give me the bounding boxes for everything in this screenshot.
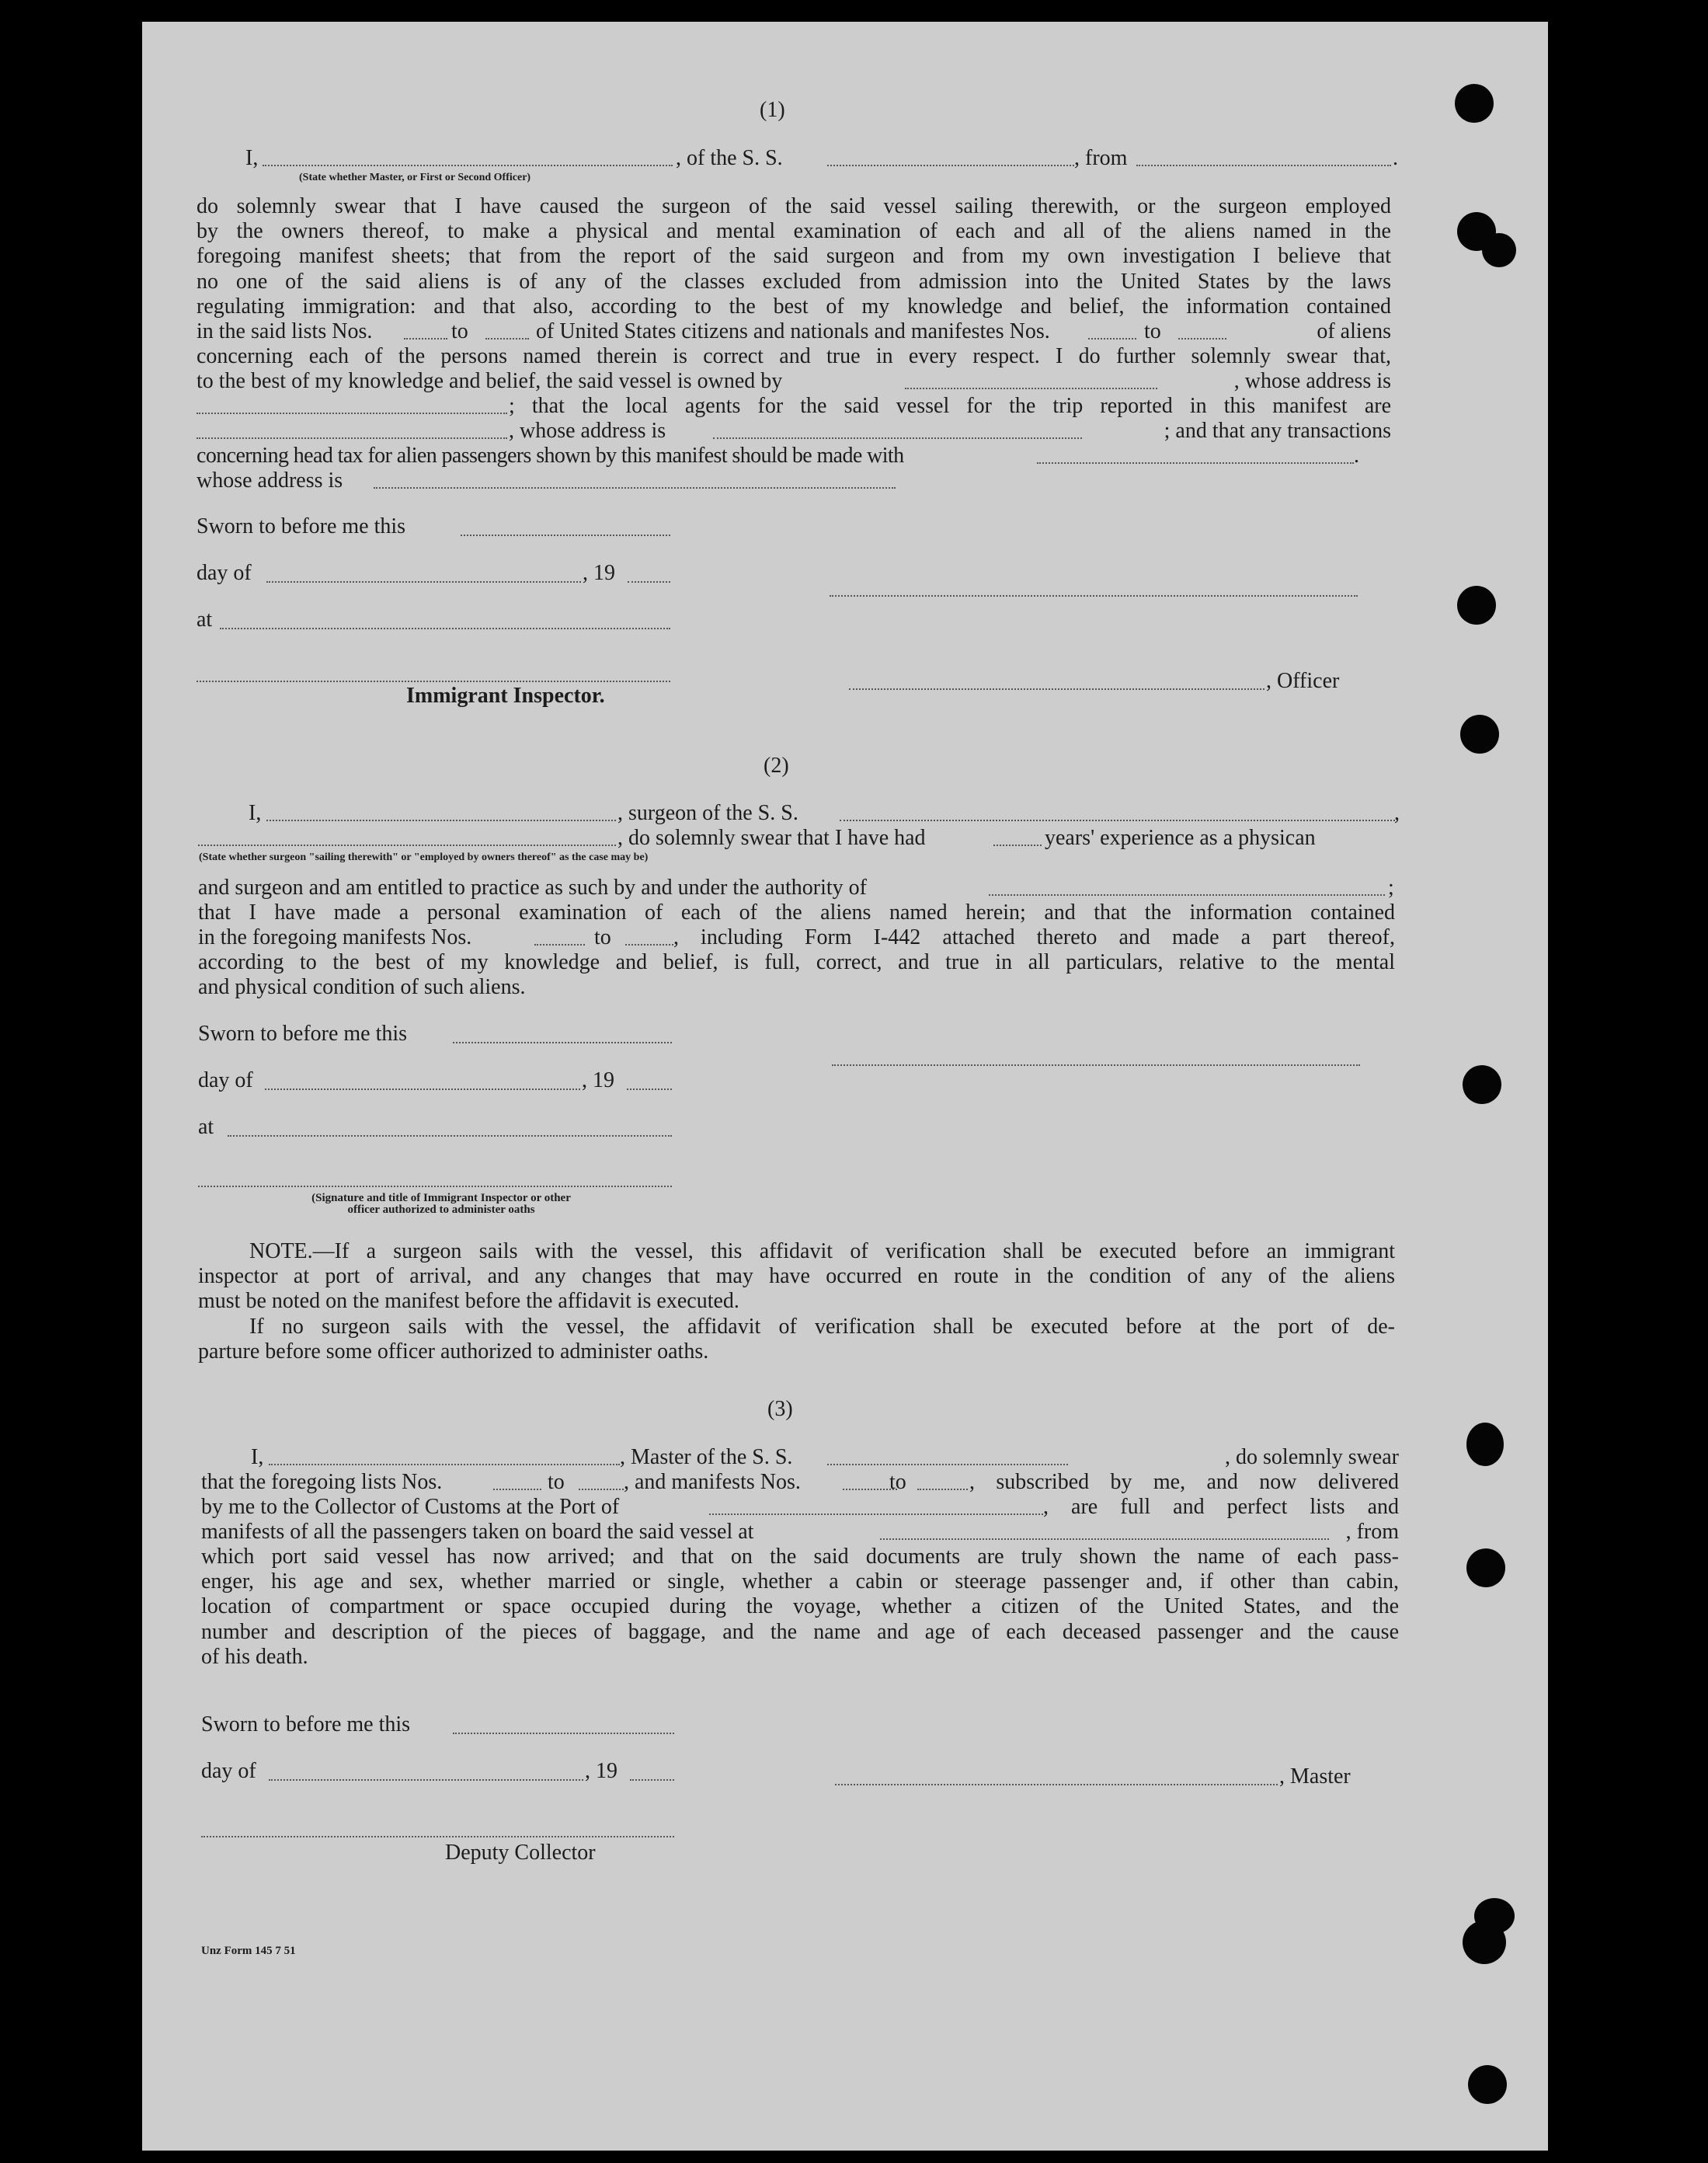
s3-boarded-label: manifests of all the passengers taken on board the said vessel at <box>201 1520 754 1544</box>
s3-i-prefix: I, <box>251 1445 264 1469</box>
s1-line11-period: . <box>1354 444 1359 468</box>
s1-inspector-signature-line[interactable] <box>197 681 670 682</box>
s1-body <box>197 194 1391 319</box>
s3-list-to-field[interactable] <box>579 1489 624 1490</box>
s2-surgeon-name-field[interactable] <box>266 820 616 821</box>
s1-inspector-label: Immigrant Inspector. <box>406 684 605 708</box>
s1-list-to-field[interactable] <box>485 338 529 340</box>
s2-manifests-label: in the foregoing manifests Nos. <box>198 925 472 949</box>
section-3-number: (3) <box>767 1397 793 1421</box>
s3-body-line: of his death. <box>201 1644 308 1669</box>
s1-body-line: no one of the said aliens is of any of the classes excluded from admission into the United States by the laws <box>197 269 1391 294</box>
s1-to2-label: to <box>1144 319 1161 343</box>
s3-boarded-at-field[interactable] <box>880 1538 1329 1540</box>
s1-transactions-label: ; and that any transactions <box>1164 419 1391 443</box>
s2-semicolon: ; <box>1388 876 1394 900</box>
s2-manifest-from-field[interactable] <box>534 944 585 946</box>
s2-to-label: to <box>594 925 611 949</box>
punch-hole <box>1482 233 1516 267</box>
note-line: If no surgeon sails with the vessel, the affidavit of verification shall be executed before at the port of de- <box>249 1314 1395 1339</box>
s1-officer-caption: (State whether Master, or First or Second Officer) <box>299 172 531 183</box>
s3-manifest-to-field[interactable] <box>917 1489 968 1490</box>
s1-officer-field[interactable] <box>263 165 673 166</box>
s2-body-line: according to the best of my knowledge and belief, is full, correct, and true in all particulars, relative to the mental <box>198 950 1395 974</box>
s1-agents-label: ; that the local agents for the said vessel for the trip reported in this manifest are <box>509 394 1391 418</box>
s2-at-field[interactable] <box>228 1135 672 1137</box>
s1-body-line: do solemnly swear that I have caused the surgeon of the said vessel sailing therewith, or the surgeon employed <box>197 194 1391 218</box>
s1-period: . <box>1393 146 1398 170</box>
s3-master-label: , Master <box>1279 1764 1351 1789</box>
s1-aliens-label: of aliens <box>1317 319 1391 343</box>
s1-agents-field[interactable] <box>197 437 507 439</box>
s2-years-label-a: , do solemnly swear that I have had <box>617 826 926 850</box>
s3-body-line: location of compartment or space occupied during the voyage, whether a citizen of the United States, and the <box>201 1594 1399 1619</box>
s2-comma: , <box>1394 801 1400 825</box>
s2-ship-name-field[interactable] <box>840 820 1395 821</box>
s2-line7: and physical condition of such aliens. <box>198 975 526 999</box>
s2-day-label: day of <box>198 1068 253 1092</box>
s1-officer-label: , Officer <box>1266 669 1340 693</box>
s2-year-field[interactable] <box>627 1088 672 1090</box>
s3-swear-label: , do solemnly swear <box>1225 1445 1399 1469</box>
s3-year-label: , 19 <box>585 1759 617 1783</box>
s1-at-label: at <box>197 608 213 632</box>
s1-year-label: , 19 <box>583 561 615 585</box>
s1-officer-signature-line[interactable] <box>830 595 1358 597</box>
s1-agent-address-field[interactable] <box>713 437 1082 439</box>
punch-hole <box>1457 586 1496 625</box>
s1-manifest-to-field[interactable] <box>1178 338 1226 340</box>
s1-owner-field[interactable] <box>905 388 1157 389</box>
s1-agent-address-label: , whose address is <box>509 419 666 443</box>
s1-owner-address-field[interactable] <box>197 413 507 414</box>
s3-sworn-label: Sworn to before me this <box>201 1712 411 1736</box>
note-block <box>198 1239 1395 1364</box>
s3-ship-name-field[interactable] <box>827 1464 1068 1465</box>
s3-sworn-field[interactable] <box>453 1733 674 1734</box>
s2-authority-label: and surgeon and am entitled to practice as such by and under the authority of <box>198 876 867 900</box>
s1-head-tax-label: concerning head tax for alien passengers shown by this manifest should be made with <box>197 444 904 468</box>
s2-sworn-label: Sworn to before me this <box>198 1022 408 1046</box>
s2-surgeon-caption: (State whether surgeon "sailing therewith" or "employed by owners thereof" as the case may be) <box>199 852 649 863</box>
s2-form-label: , including Form I-442 attached thereto and made a part thereof, <box>673 925 1395 949</box>
s1-body-line: by the owners thereof, to make a physical and mental examination of each and all of the aliens named in the <box>197 219 1391 244</box>
s2-sworn-field[interactable] <box>453 1042 672 1043</box>
s1-of-ss-label: , of the S. S. <box>676 146 783 170</box>
s1-sworn-label: Sworn to before me this <box>197 514 406 538</box>
s1-year-field[interactable] <box>628 581 670 583</box>
s1-lists-label: in the said lists Nos. <box>197 319 373 343</box>
s3-port-field[interactable] <box>709 1513 1043 1515</box>
s1-manifest-from-field[interactable] <box>1088 338 1136 340</box>
s1-from-label: , from <box>1074 146 1128 170</box>
s1-head-tax-field[interactable] <box>1037 462 1354 464</box>
s3-manifests-label: , and manifests Nos. <box>624 1470 801 1494</box>
s3-lists-label: that the foregoing lists Nos. <box>201 1470 443 1494</box>
s2-signature-caption-line: officer authorized to administer oaths <box>347 1203 535 1216</box>
s3-collector-signature-line[interactable] <box>201 1836 674 1837</box>
note-line: NOTE.—If a surgeon sails with the vessel, this affidavit of verification shall be executed before an immigrant <box>249 1239 1395 1263</box>
s3-port-label: by me to the Collector of Customs at the Port of <box>201 1495 620 1519</box>
s1-body-line: concerning each of the persons named therein is correct and true in every respect. I do further solemnly swear that, <box>197 344 1391 368</box>
s2-i-prefix: I, <box>249 801 262 825</box>
punch-hole <box>1466 1548 1505 1587</box>
s1-at-field[interactable] <box>220 628 670 629</box>
s2-at-label: at <box>198 1115 214 1139</box>
s3-to-label: to <box>548 1470 565 1494</box>
s2-manifest-to-field[interactable] <box>625 944 673 946</box>
s3-body-line: enger, his age and sex, whether married or single, whether a cabin or steerage passenger and, if other than cabin, <box>201 1569 1399 1594</box>
s2-surgeon-status-field[interactable] <box>198 845 616 846</box>
s1-list-from-field[interactable] <box>404 338 447 340</box>
punch-hole <box>1460 715 1499 754</box>
s1-from-field[interactable] <box>1136 165 1391 166</box>
note-line: must be noted on the manifest before the affidavit is executed. <box>198 1289 739 1314</box>
s2-line4 <box>198 900 1395 925</box>
s3-master-signature-line[interactable] <box>835 1784 1278 1785</box>
s3-day-field[interactable] <box>269 1779 583 1781</box>
s2-signature-caption-line: (Signature and title of Immigrant Inspector or other <box>311 1192 571 1204</box>
s2-years-field[interactable] <box>993 845 1042 846</box>
punch-hole <box>1463 1065 1501 1104</box>
s3-perfect-lists-label: , are full and perfect lists and <box>1043 1495 1399 1519</box>
s2-surgeon-ss-label: , surgeon of the S. S. <box>617 801 798 825</box>
s3-to2-label: to <box>889 1470 906 1494</box>
s1-manifests-label: of United States citizens and nationals and manifestes Nos. <box>536 319 1050 343</box>
s3-master-name-field[interactable] <box>269 1464 620 1465</box>
punch-hole <box>1463 1921 1506 1964</box>
s1-i-prefix: I, <box>245 146 259 170</box>
s1-line7 <box>197 344 1391 369</box>
s1-officer-name-field[interactable] <box>849 688 1264 690</box>
s2-signature-caption <box>259 1193 624 1216</box>
s1-to-label: to <box>451 319 468 343</box>
s1-day-field[interactable] <box>266 581 581 583</box>
s1-whose-address-field[interactable] <box>374 487 896 489</box>
note-line: inspector at port of arrival, and any changes that may have occurred en route in the condition of any of the aliens <box>198 1264 1395 1289</box>
punch-hole <box>1466 1423 1504 1466</box>
s3-subscribed-label: , subscribed by me, and now delivered <box>969 1470 1399 1494</box>
punch-hole <box>1455 84 1494 123</box>
s1-day-label: day of <box>197 561 252 585</box>
s2-line6 <box>198 950 1395 975</box>
s1-owned-label: to the best of my knowledge and belief, the said vessel is owned by <box>197 369 783 393</box>
s1-sworn-field[interactable] <box>461 535 670 536</box>
s2-day-field[interactable] <box>265 1088 580 1090</box>
s3-list-from-field[interactable] <box>493 1489 541 1490</box>
s2-body-line: that I have made a personal examination of each of the aliens named herein; and that the information contained <box>198 900 1395 925</box>
note-line: parture before some officer authorized to administer oaths. <box>198 1339 709 1364</box>
section-2-number: (2) <box>764 754 789 778</box>
s3-body-line: which port said vessel has now arrived; and that on the said documents are truly shown the name of each pass- <box>201 1545 1399 1569</box>
s2-authority-field[interactable] <box>989 894 1385 896</box>
punch-hole <box>1468 2065 1507 2104</box>
s2-inspector-signature-line[interactable] <box>198 1186 672 1187</box>
s3-deputy-label: Deputy Collector <box>445 1841 596 1865</box>
form-page <box>142 22 1548 2151</box>
s1-whose-address-label: whose address is <box>197 468 343 493</box>
s3-body <box>201 1545 1399 1670</box>
s2-years-label-b: years' experience as a physican <box>1045 826 1316 850</box>
s1-ship-name-field[interactable] <box>827 165 1074 166</box>
s3-year-field[interactable] <box>630 1779 674 1781</box>
s2-surgeon-signature-line[interactable] <box>832 1064 1360 1066</box>
s3-day-label: day of <box>201 1759 256 1783</box>
s2-year-label: , 19 <box>582 1068 614 1092</box>
s1-body-line: regulating immigration: and that also, according to the best of my knowledge and belief, the information contained <box>197 294 1391 319</box>
form-number: Unz Form 145 7 51 <box>201 1945 296 1957</box>
s3-body-line: number and description of the pieces of baggage, and the name and age of each deceased passenger and the cause <box>201 1619 1399 1644</box>
s1-owner-address-label: , whose address is <box>1233 369 1391 393</box>
s3-master-ss-label: , Master of the S. S. <box>620 1445 793 1469</box>
s1-body-line: foregoing manifest sheets; that from the report of the said surgeon and from my own investigation I believe that <box>197 244 1391 269</box>
section-1-number: (1) <box>760 98 785 122</box>
s3-from-label: , from <box>1345 1520 1399 1544</box>
